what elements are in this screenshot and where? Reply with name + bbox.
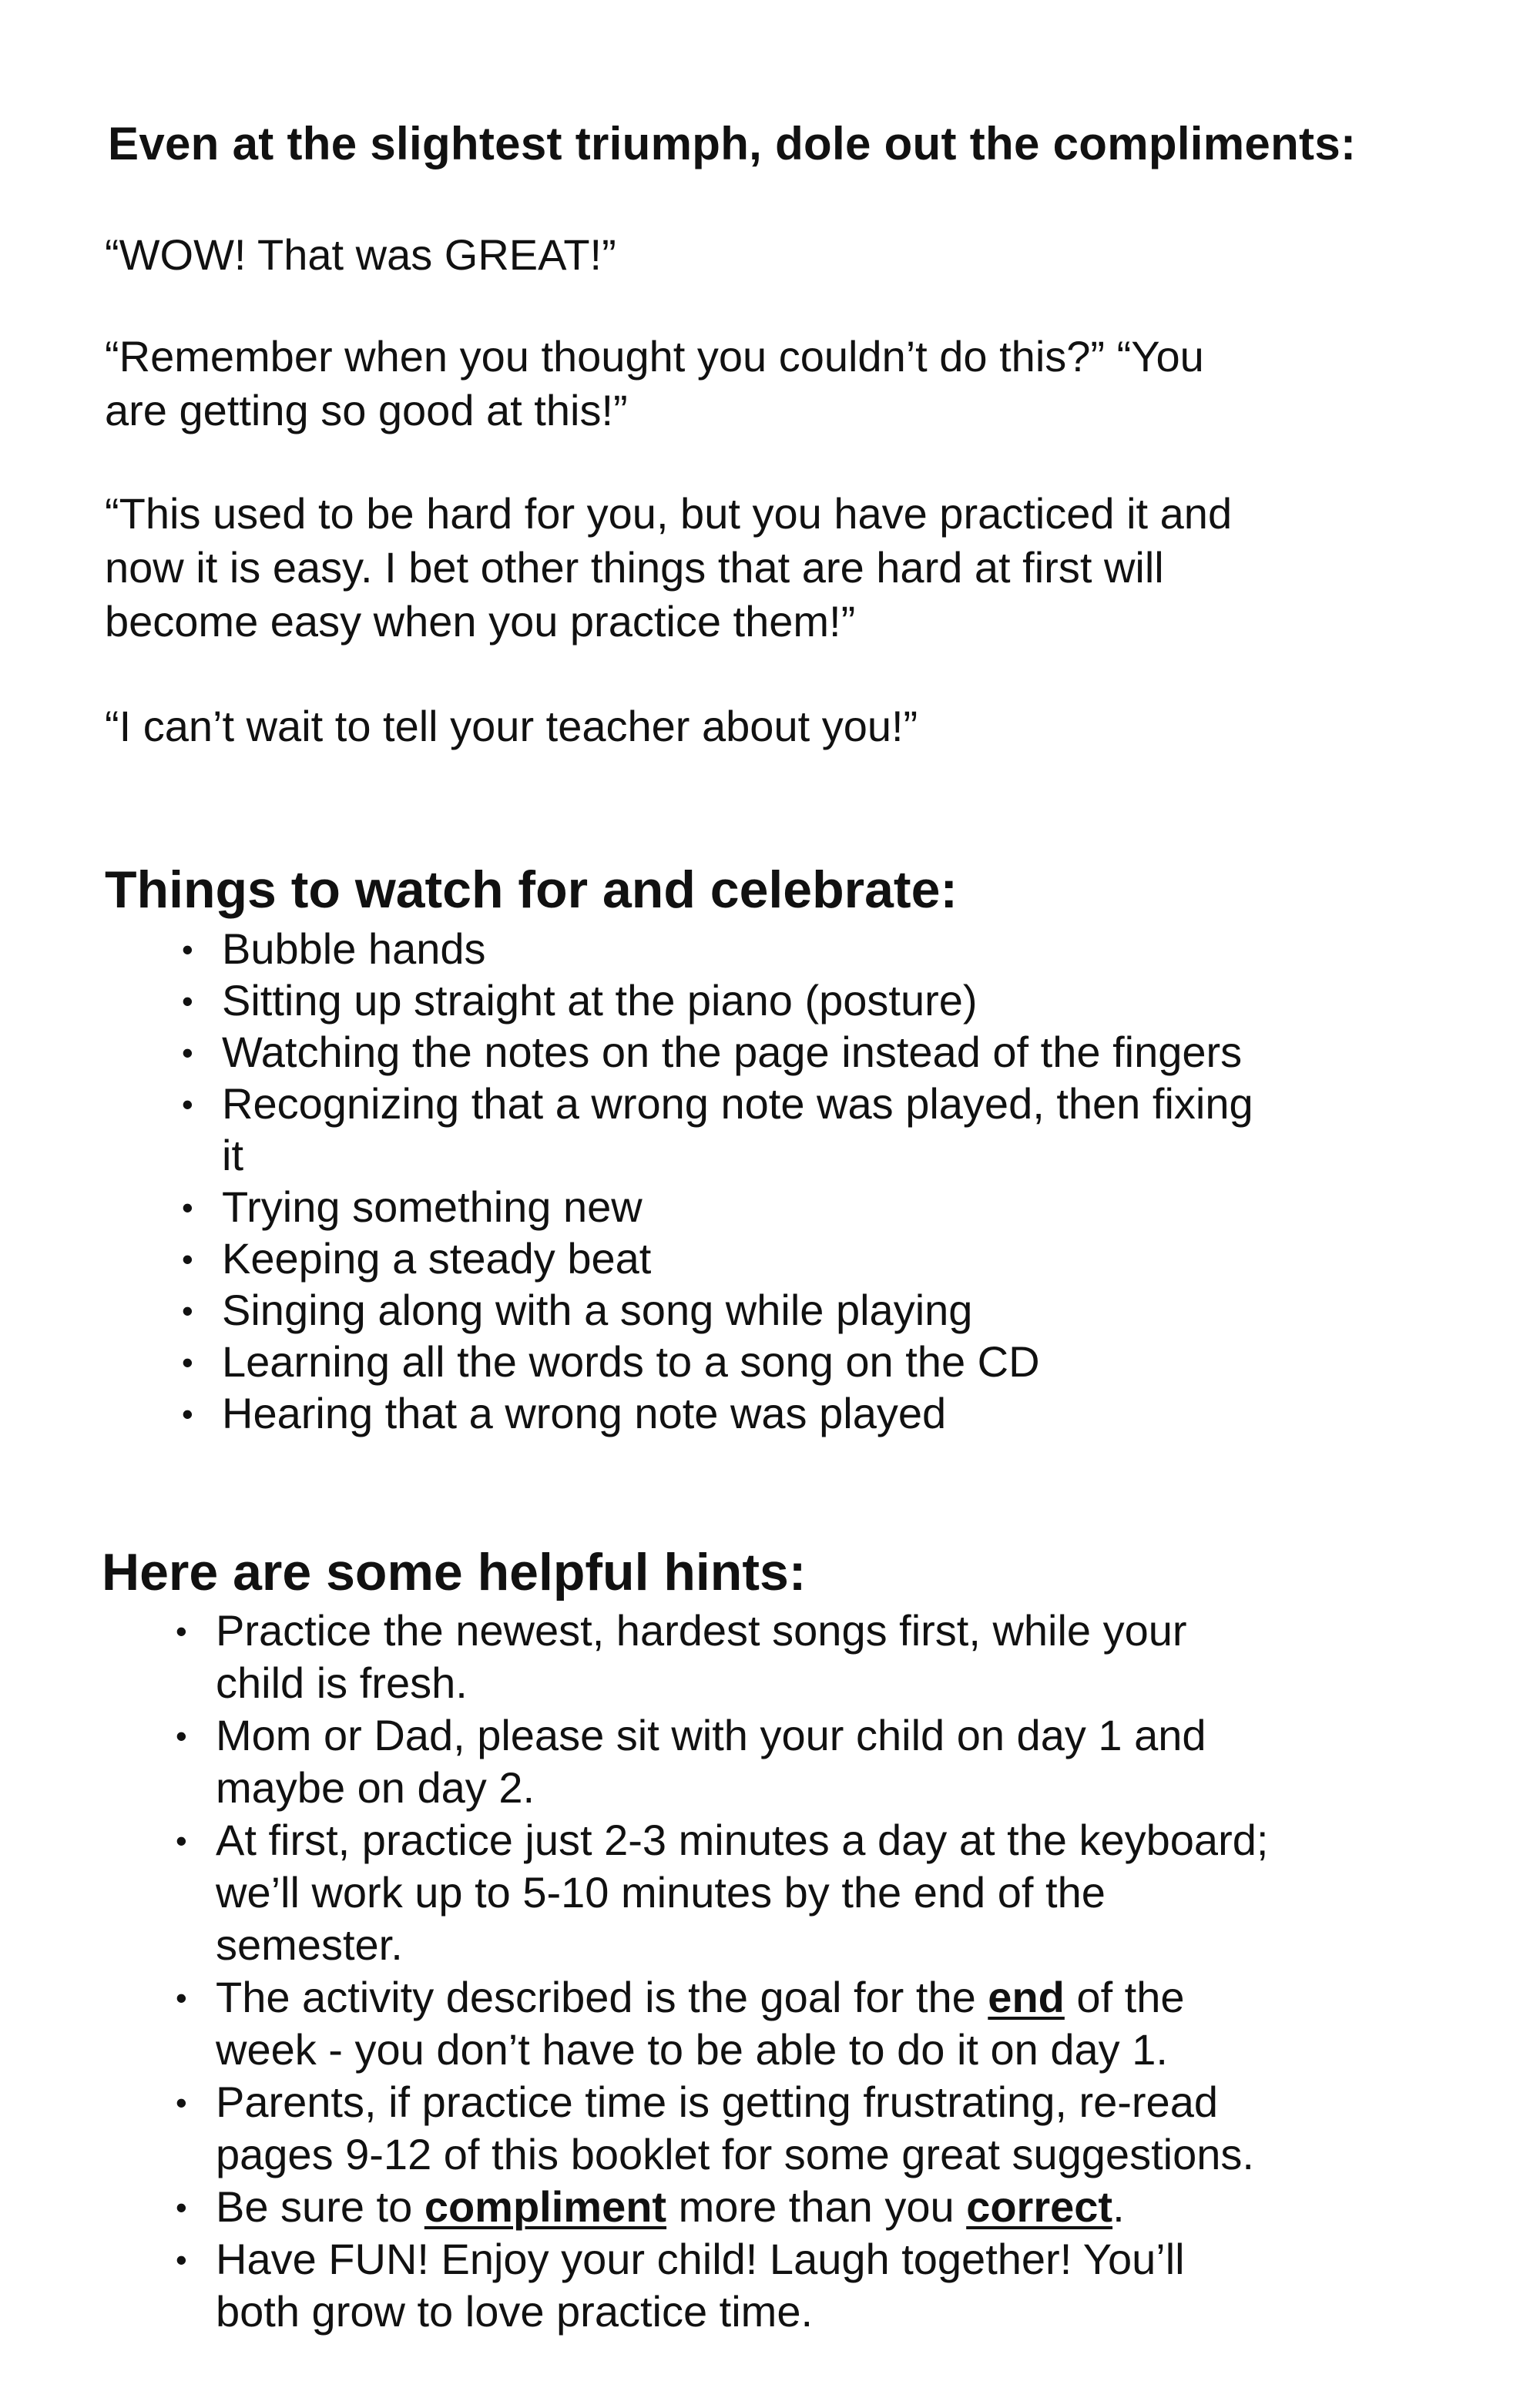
list-item	[182, 1336, 1253, 1387]
list-item-text: Keeping a steady beat	[222, 1234, 652, 1283]
list-item	[176, 1709, 1268, 1814]
bullet-icon: •	[176, 1823, 187, 1859]
list-item	[176, 1814, 1269, 1971]
quote-wow	[105, 228, 1399, 282]
list-item-text: Practice the newest, hardest songs first, while your	[216, 1606, 1187, 1655]
text-run: of the	[1064, 1973, 1185, 2021]
list-item-text: both grow to love practice time.	[216, 2287, 814, 2336]
list-item-text: Sitting up straight at the piano (posture)	[222, 976, 978, 1025]
bullet-icon: •	[182, 983, 193, 1019]
list-item-text: Learning all the words to a song on the CD	[222, 1337, 1040, 1386]
bullet-icon: •	[176, 2189, 187, 2225]
emphasis-compliment: compliment	[424, 2182, 667, 2231]
list-item-text: Bubble hands	[222, 924, 486, 973]
bullet-icon: •	[176, 1613, 187, 1649]
list-item	[176, 2076, 1268, 2181]
watch-heading: Things to watch for and celebrate:	[105, 860, 958, 919]
bullet-icon: •	[182, 1293, 193, 1329]
list-item-text: child is fresh.	[216, 1658, 468, 1707]
bullet-icon: •	[182, 1396, 193, 1432]
bullet-icon: •	[176, 2242, 187, 2278]
text-run: Be sure to	[216, 2182, 424, 2231]
list-item	[182, 1181, 1253, 1233]
hints-heading: Here are some helpful hints:	[102, 1543, 807, 1601]
list-item-text	[216, 2181, 1268, 2233]
quote-line: now it is easy. I bet other things that are hard at first will	[105, 543, 1164, 592]
bullet-icon: •	[182, 1035, 193, 1071]
bullet-icon: •	[182, 1189, 193, 1226]
list-item-text: we’ll work up to 5-10 minutes by the end of the	[216, 1868, 1106, 1917]
list-item-text	[216, 1971, 1268, 2024]
quote-line: “This used to be hard for you, but you have practiced it and	[105, 489, 1233, 538]
watch-list	[182, 923, 1253, 1439]
quote-line: are getting so good at this!”	[105, 386, 628, 434]
list-item-text: Have FUN! Enjoy your child! Laugh together! You’ll	[216, 2235, 1185, 2283]
list-item	[182, 1233, 1253, 1284]
quote-line: “WOW! That was GREAT!”	[105, 230, 616, 279]
list-item-continuation	[222, 1129, 1253, 1181]
emphasis-end: end	[988, 1973, 1065, 2021]
text-run: The activity described is the goal for the	[216, 1973, 988, 2021]
text-run: more than you	[666, 2182, 967, 2231]
bullet-icon: •	[176, 2084, 187, 2121]
list-item-text: Mom or Dad, please sit with your child on day 1 and	[216, 1711, 1206, 1759]
list-item-text: week - you don’t have to be able to do it on day 1.	[216, 2025, 1168, 2074]
list-item	[176, 1605, 1268, 1709]
bullet-icon: •	[182, 1241, 193, 1277]
list-item-text: it	[222, 1131, 243, 1179]
list-item-text: Trying something new	[222, 1182, 643, 1231]
list-item	[182, 974, 1253, 1026]
quote-line: “Remember when you thought you couldn’t do this?” “You	[105, 332, 1204, 381]
quote-teacher	[105, 699, 1399, 753]
list-item	[182, 1387, 1253, 1439]
text-run: .	[1112, 2182, 1125, 2231]
list-item	[182, 923, 1253, 974]
list-item	[176, 1971, 1268, 2076]
list-item	[182, 1078, 1253, 1129]
bullet-icon: •	[176, 1980, 187, 2016]
bullet-icon: •	[182, 931, 193, 968]
list-item-text: Parents, if practice time is getting frustrating, re-read	[216, 2078, 1218, 2126]
list-item	[182, 1284, 1253, 1336]
quote-line: “I can’t wait to tell your teacher about you!”	[105, 702, 918, 750]
list-item-text: Singing along with a song while playing	[222, 1286, 973, 1334]
list-item-text: At first, practice just 2-3 minutes a day at the keyboard;	[216, 1816, 1269, 1864]
quote-line: become easy when you practice them!”	[105, 597, 856, 646]
bullet-icon: •	[176, 1718, 187, 1754]
list-item-text: Recognizing that a wrong note was played, then fixing	[222, 1079, 1253, 1128]
compliments-heading: Even at the slightest triumph, dole out the compliments:	[108, 118, 1357, 169]
bullet-icon: •	[182, 1086, 193, 1122]
hints-list	[176, 1605, 1269, 2338]
list-item-text: pages 9-12 of this booklet for some great suggestions.	[216, 2130, 1254, 2178]
list-item-text: semester.	[216, 1920, 403, 1969]
list-item-text: Watching the notes on the page instead of the fingers	[222, 1028, 1243, 1076]
emphasis-correct: correct	[966, 2182, 1113, 2231]
list-item	[176, 2181, 1268, 2233]
list-item-text: Hearing that a wrong note was played	[222, 1389, 947, 1437]
bullet-icon: •	[182, 1344, 193, 1380]
list-item-text: maybe on day 2.	[216, 1763, 535, 1812]
list-item	[176, 2233, 1268, 2338]
quote-remember	[105, 330, 1399, 438]
list-item	[182, 1026, 1253, 1078]
quote-practiced	[105, 487, 1399, 649]
